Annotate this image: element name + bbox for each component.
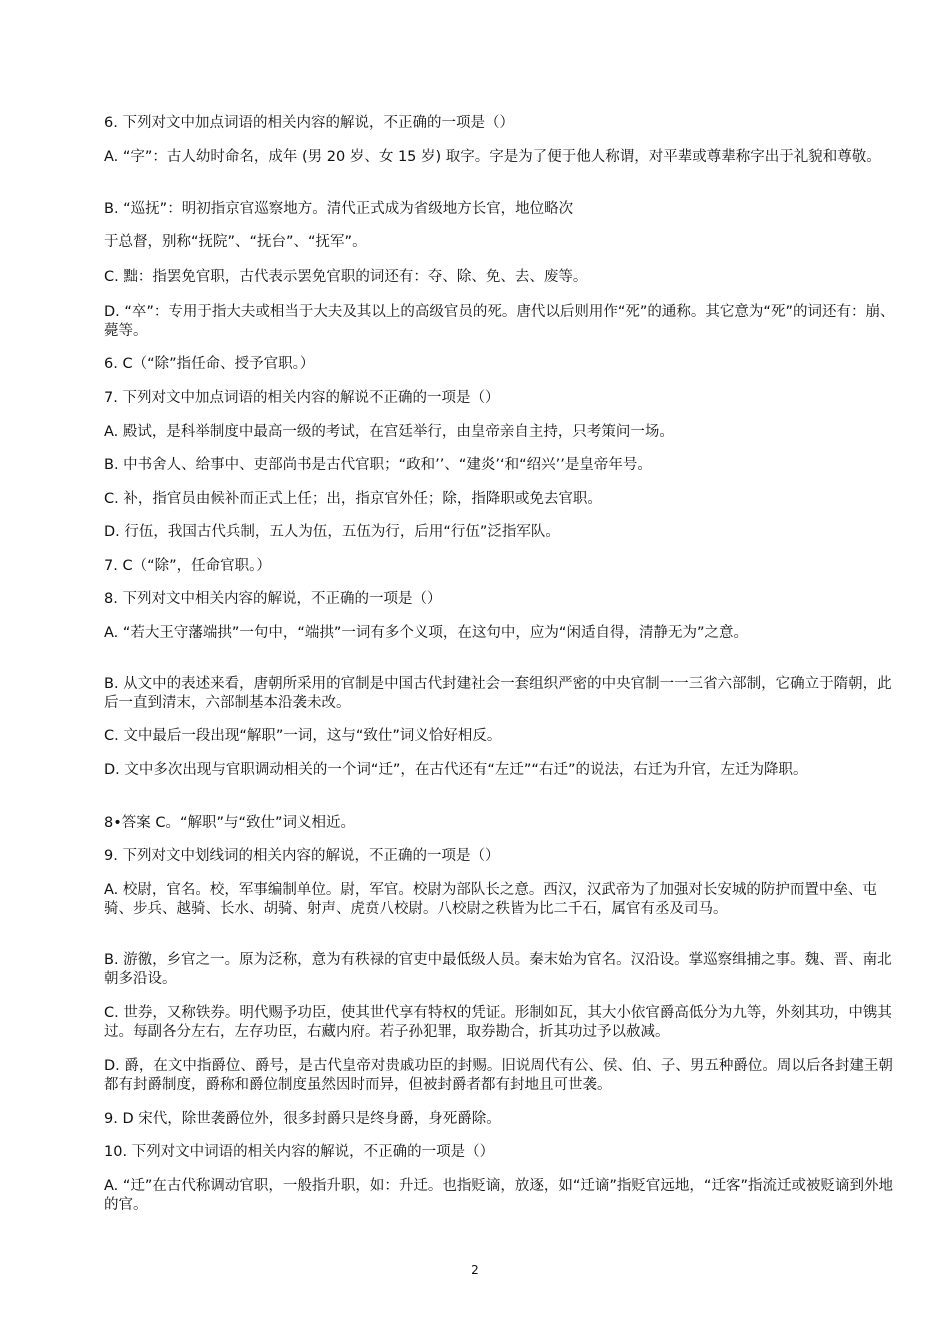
option-10a: A. “迁”在古代称调动官职，一般指升职，如：升迁。也指贬谪，放逐，如“迁谪”指贬官远地，“迁客”指流迁或被贬谪到外地的官。 — [104, 1178, 893, 1213]
option-9b: B. 游徼，乡官之一。原为泛称，意为有秩禄的官吏中最低级人员。秦末始为官名。汉沿设。掌巡察缉捕之事。魏、晋、南北朝多沿设。 — [104, 952, 892, 987]
question-6: 6. 下列对文中加点词语的相关内容的解说，不正确的一项是（） — [104, 115, 514, 131]
question-9: 9. 下列对文中划线词的相关内容的解说，不正确的一项是（） — [104, 848, 500, 864]
answer-8: 8•答案 C。“解职”与“致仕”词义相近。 — [104, 815, 356, 831]
answer-6: 6. C（“除”指任命、授予官职。） — [104, 356, 315, 372]
option-9a: A. 校尉，官名。校，军事编制单位。尉，军官。校尉为部队长之意。西汉，汉武帝为了加强对长安城的防护而置中垒、屯骑、步兵、越骑、长水、胡骑、射声、虎贲八校尉。八校尉之秩皆为比二千石，属官有丞及司马。 — [104, 882, 877, 917]
answer-9: 9. D 宋代，除世袭爵位外，很多封爵只是终身爵，身死爵除。 — [104, 1111, 501, 1127]
option-7a: A. 殿试，是科举制度中最高一级的考试，在宫廷举行，由皇帝亲自主持，只考策问一场。 — [104, 424, 674, 440]
option-6b-continued: 于总督，别称“抚院”、“抚台”、“抚军”。 — [104, 234, 367, 250]
question-7: 7. 下列对文中加点词语的相关内容的解说不正确的一项是（） — [104, 390, 500, 406]
option-8d: D. 文中多次出现与官职调动相关的一个词“迁”，在古代还有“左迁”“右迁”的说法，右迁为升官，左迁为降职。 — [104, 762, 808, 778]
question-10: 10. 下列对文中词语的相关内容的解说，不正确的一项是（） — [104, 1144, 495, 1160]
option-9d: D. 爵，在文中指爵位、爵号，是古代皇帝对贵戚功臣的封赐。旧说周代有公、侯、伯、子、男五种爵位。周以后各封建王朝都有封爵制度，爵称和爵位制度虽然因时而异，但被封爵者都有封地且可世袭。 — [104, 1058, 893, 1093]
answer-7: 7. C（“除”，任命官职。） — [104, 558, 271, 574]
option-6b: B. “巡抚”：明初指京官巡察地方。清代正式成为省级地方长官，地位略次 — [104, 201, 574, 217]
option-7b: B. 中书舍人、给事中、吏部尚书是古代官职；“政和’’、“建炎’‘和“绍兴’’是皇帝年号。 — [104, 457, 652, 473]
option-8a: A. “若大王守藩端拱”一句中，“端拱”一词有多个义项，在这句中，应为“闲适自得，清静无为”之意。 — [104, 625, 748, 641]
option-6c: C. 黜：指罢免官职，古代表示罢免官职的词还有：夺、除、免、去、废等。 — [104, 269, 588, 285]
option-6d: D. “卒”：专用于指大夫或相当于大夫及其以上的高级官员的死。唐代以后则用作“死”的通称。其它意为“死”的词还有：崩、薨等。 — [104, 304, 895, 339]
option-8b: B. 从文中的表述来看，唐朝所采用的官制是中国古代封建社会一套组织严密的中央官制一一三省六部制，它确立于隋朝，此后一直到清末，六部制基本沿袭未改。 — [104, 676, 892, 711]
option-6a: A. “字”：古人幼时命名，成年 (男 20 岁、女 15 岁) 取字。字是为了便于他人称谓，对平辈或尊辈称字出于礼貌和尊敬。 — [104, 149, 881, 165]
option-9c: C. 世券，又称铁券。明代赐予功臣，使其世代享有特权的凭证。形制如瓦，其大小依官爵高低分为九等，外刻其功，中镌其过。每副各分左右，左存功臣，右藏内府。若子孙犯罪，取券勘合，折其功过予以赦减。 — [104, 1005, 892, 1040]
option-7d: D. 行伍，我国古代兵制，五人为伍，五伍为行，后用“行伍”泛指军队。 — [104, 524, 560, 540]
question-8: 8. 下列对文中相关内容的解说，不正确的一项是（） — [104, 591, 442, 607]
option-8c: C. 文中最后一段出现“解职”一词，这与“致仕”词义恰好相反。 — [104, 728, 502, 744]
page-number: 2 — [471, 1263, 479, 1277]
option-7c: C. 补，指官员由候补而正式上任；出，指京官外任；除，指降职或免去官职。 — [104, 491, 602, 507]
